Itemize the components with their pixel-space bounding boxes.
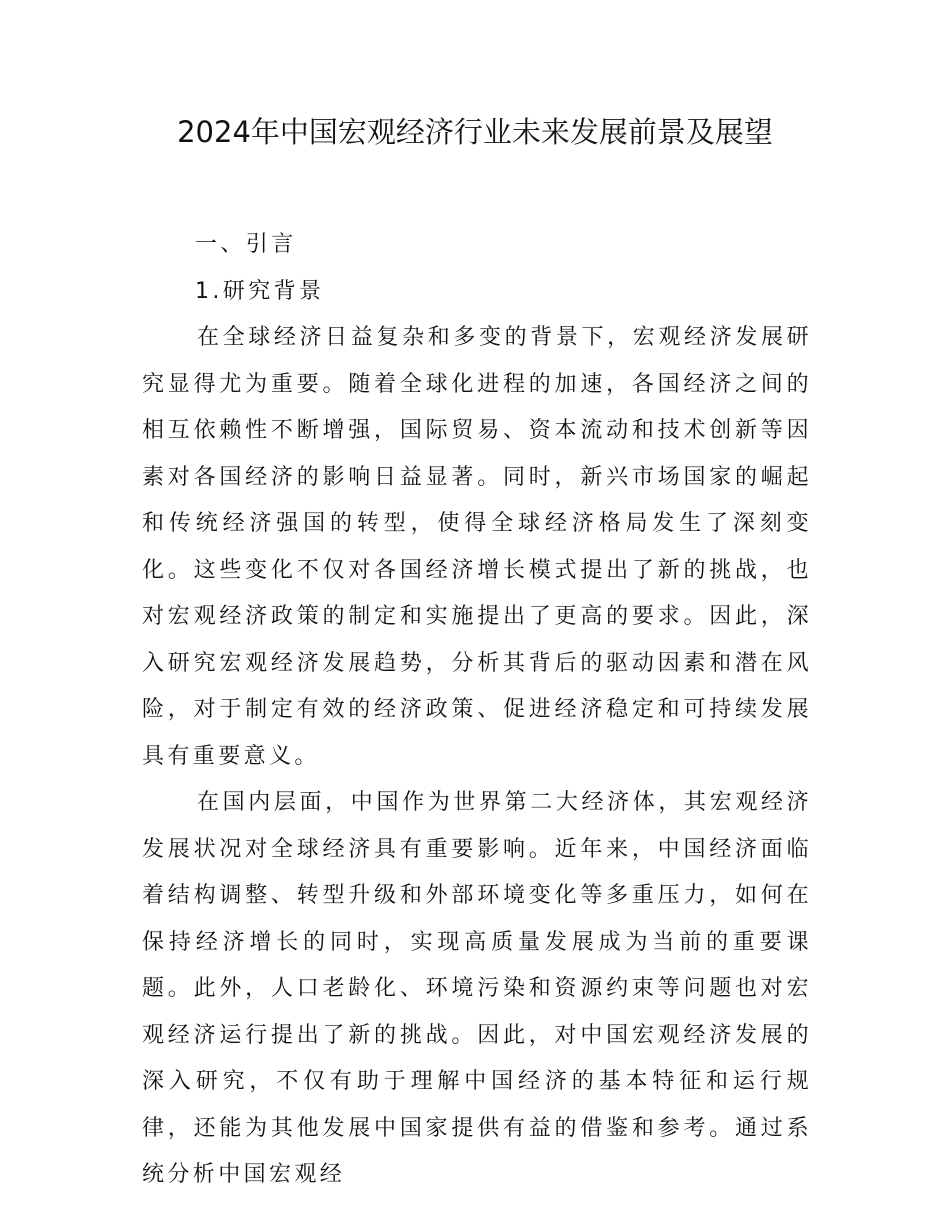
document-title: 2024年中国宏观经济行业未来发展前景及展望: [177, 115, 773, 149]
paragraph: 在全球经济日益复杂和多变的背景下，宏观经济发展研究显得尤为重要。随着全球化进程的加速，各国经济之间的相互依赖性不断增强，国际贸易、资本流动和技术创新等因素对各国经济的影响日益显著。同时，新兴市场国家的崛起和传统经济强国的转型，使得全球经济格局发生了深刻变化。这些变化不仅对各国经济增长模式提出了新的挑战，也对宏观经济政策的制定和实施提出了更高的要求。因此，深入研究宏观经济发展趋势，分析其背后的驱动因素和潜在风险，对于制定有效的经济政策、促进经济稳定和可持续发展具有重要意义。: [142, 325, 812, 769]
subsection-heading: 1.研究背景: [195, 278, 325, 304]
paragraph: 在国内层面，中国作为世界第二大经济体，其宏观经济发展状况对全球经济具有重要影响。近年来，中国经济面临着结构调整、转型升级和外部环境变化等多重压力，如何在保持经济增长的同时，实现高质量发展成为当前的重要课题。此外，人口老龄化、环境污染和资源约束等问题也对宏观经济运行提出了新的挑战。因此，对中国宏观经济发展的深入研究，不仅有助于理解中国经济的基本特征和运行规律，还能为其他发展中国家提供有益的借鉴和参考。通过系统分析中国宏观经: [142, 790, 812, 1187]
document-body: [142, 222, 812, 1199]
section-heading: 一、引言: [195, 232, 297, 257]
